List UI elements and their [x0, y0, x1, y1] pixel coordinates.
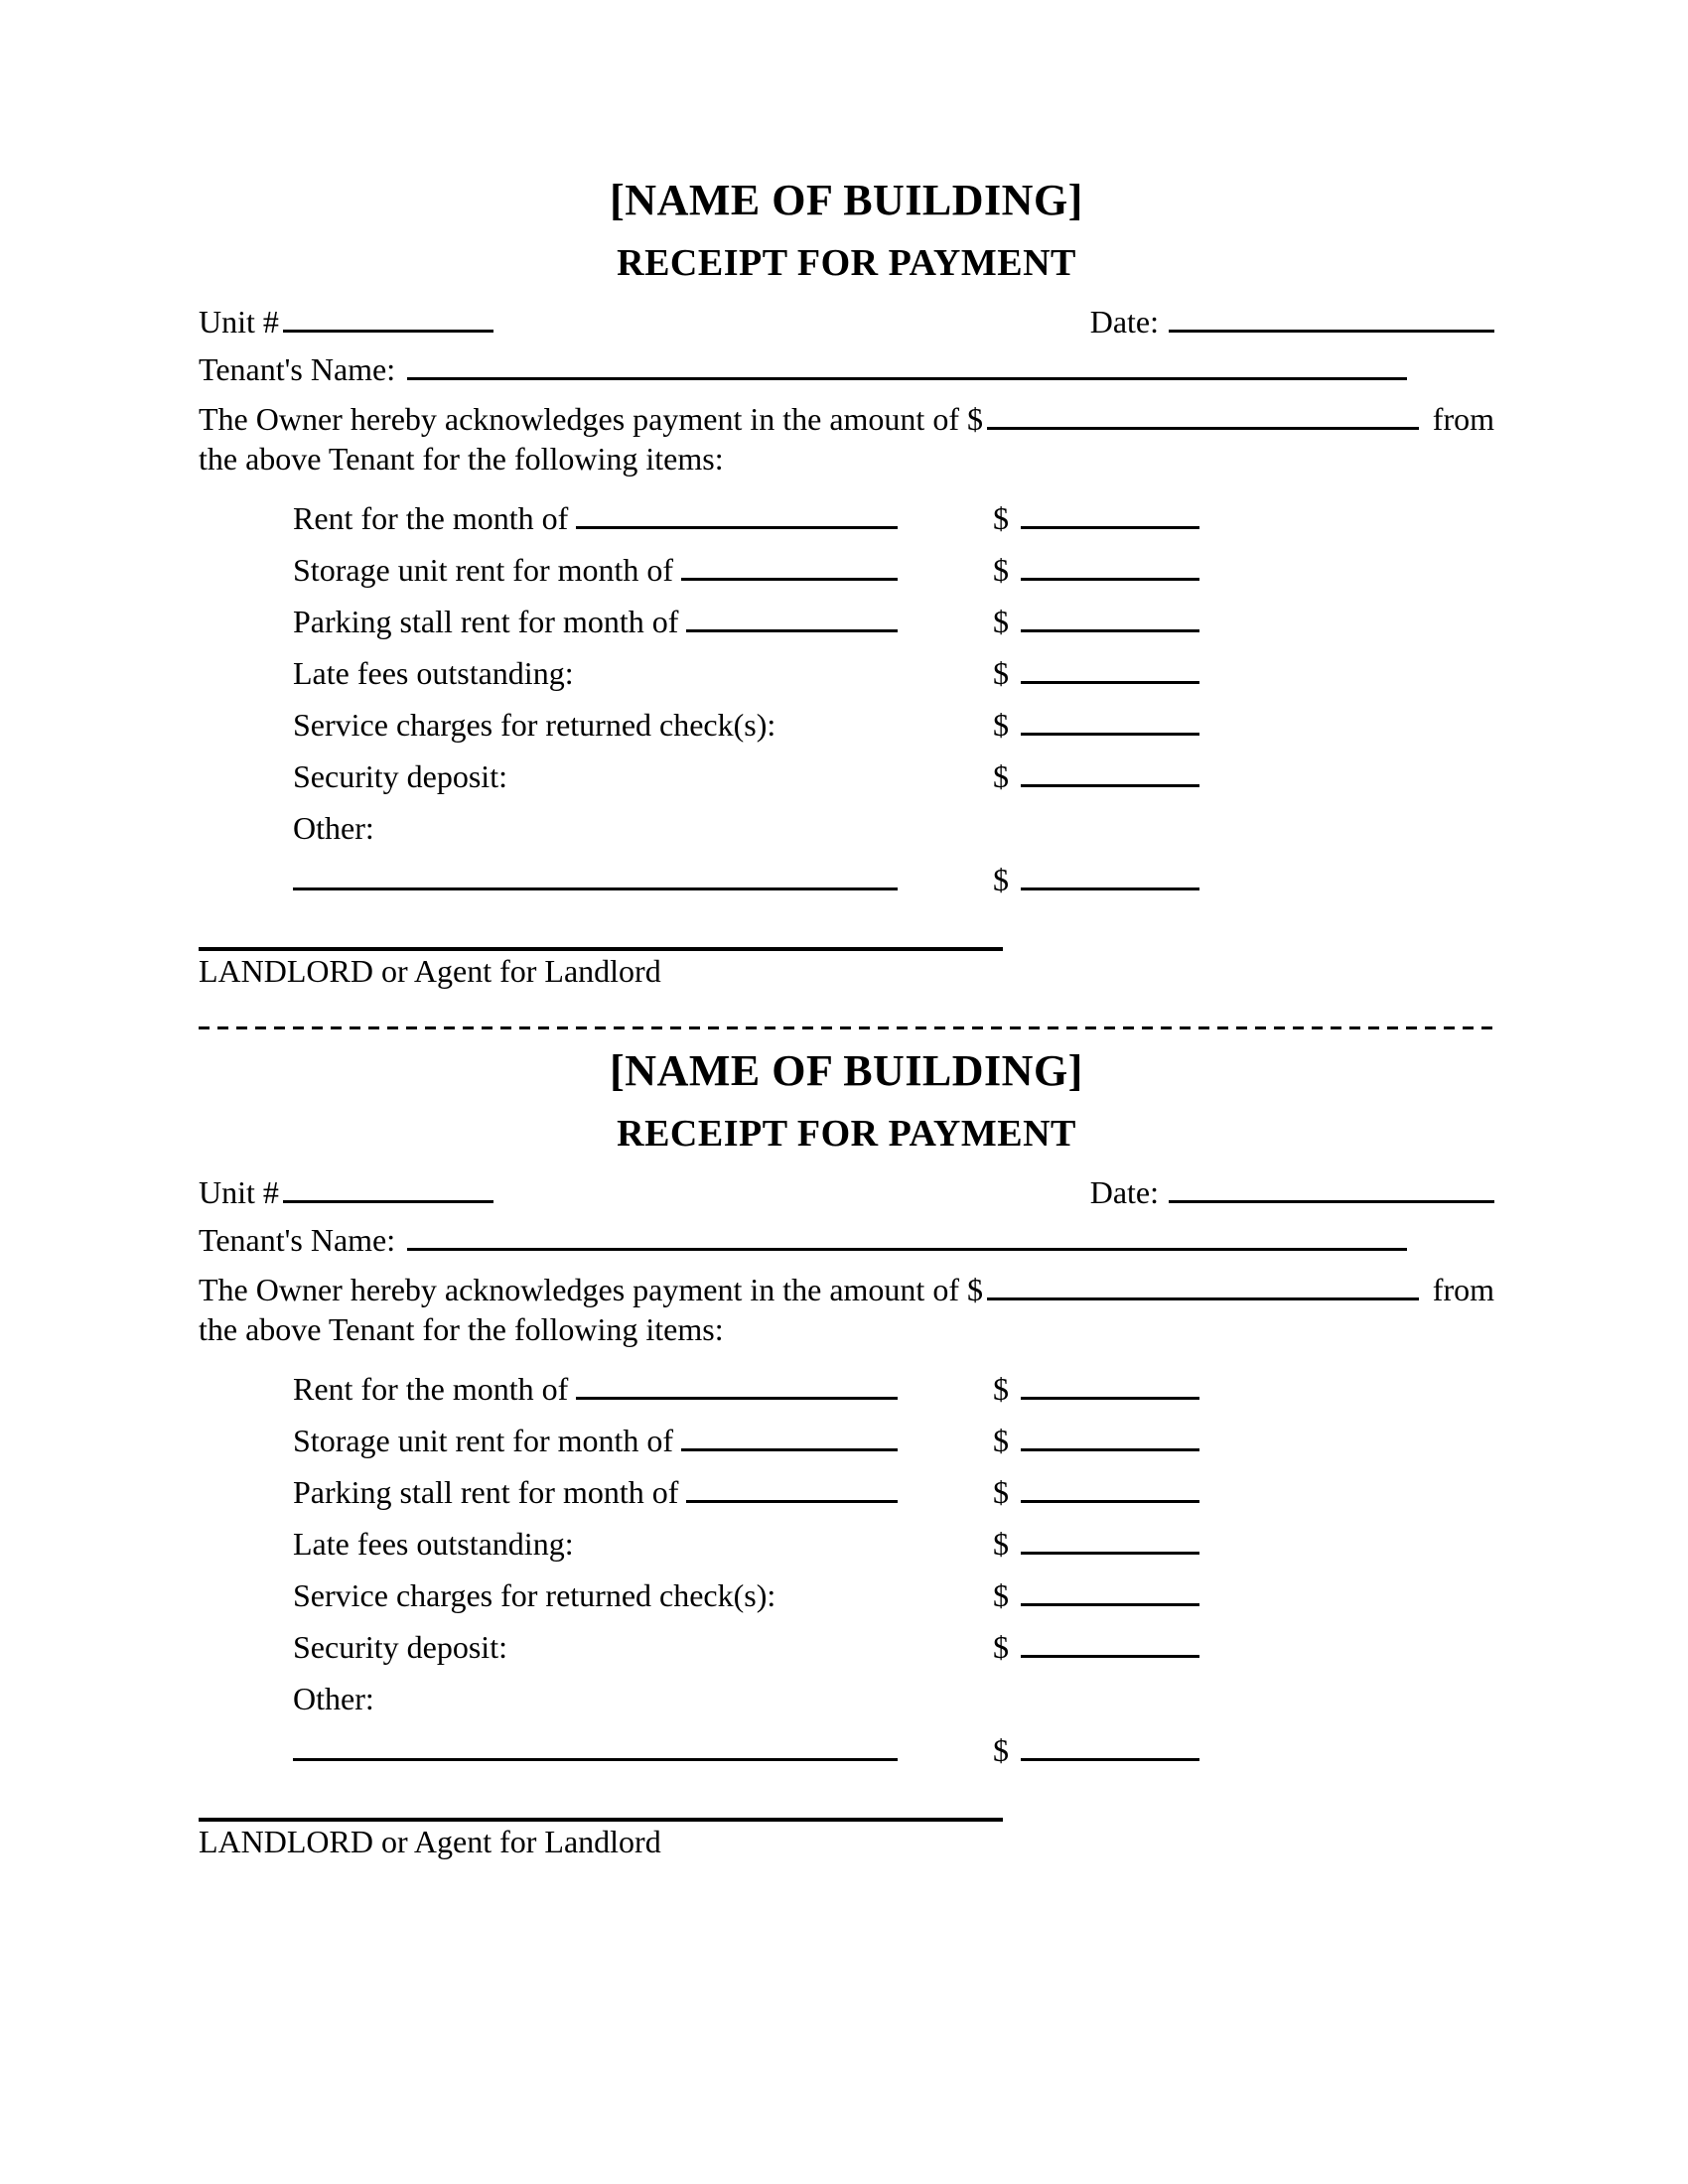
date-blank[interactable] — [1169, 310, 1494, 333]
dollar-sign: $ — [993, 1577, 1009, 1613]
item-left — [293, 1421, 993, 1460]
tenant-name-row — [199, 1220, 1494, 1260]
unit-group — [199, 302, 493, 341]
service-charges-amount-blank[interactable] — [1021, 713, 1199, 736]
item-label-service-charges: Service charges for returned check(s): — [293, 707, 776, 743]
tenant-name-label: Tenant's Name: — [199, 351, 396, 387]
other-description-blank[interactable] — [293, 1738, 898, 1761]
item-left — [293, 653, 993, 693]
dollar-sign: $ — [993, 1526, 1009, 1562]
item-left — [293, 808, 993, 848]
item-row-storage — [293, 550, 1494, 590]
dollar-sign: $ — [993, 1629, 1009, 1665]
acknowledgement-suffix: from — [1432, 401, 1494, 437]
unit-number-blank[interactable] — [283, 1180, 493, 1203]
parking-month-blank[interactable] — [686, 1480, 898, 1503]
item-label-other: Other: — [293, 810, 374, 846]
tenant-name-label: Tenant's Name: — [199, 1222, 396, 1258]
item-label-storage: Storage unit rent for month of — [293, 1423, 674, 1458]
item-row-security-deposit — [293, 756, 1494, 796]
other-description-blank[interactable] — [293, 868, 898, 890]
storage-amount-blank[interactable] — [1021, 1429, 1199, 1451]
item-left — [293, 498, 993, 538]
acknowledgement-line2: the above Tenant for the following items: — [199, 441, 724, 477]
acknowledgement-paragraph — [199, 1270, 1494, 1349]
item-left — [293, 1575, 993, 1615]
amount-group — [993, 602, 1199, 641]
item-label-other: Other: — [293, 1681, 374, 1716]
acknowledgement-line1 — [199, 1270, 1494, 1309]
storage-month-blank[interactable] — [681, 1429, 898, 1451]
rent-amount-blank[interactable] — [1021, 1377, 1199, 1400]
tear-off-dashed-divider — [199, 1026, 1494, 1029]
amount-group — [993, 1730, 1199, 1770]
item-left — [293, 868, 993, 883]
unit-number-blank[interactable] — [283, 310, 493, 333]
dollar-sign: $ — [993, 1732, 1009, 1768]
item-row-late-fees — [293, 653, 1494, 693]
parking-amount-blank[interactable] — [1021, 1480, 1199, 1503]
dollar-sign: $ — [993, 758, 1009, 794]
tenant-name-blank[interactable] — [407, 357, 1407, 380]
payment-items-list — [293, 1369, 1494, 1770]
receipt-for-payment-heading: RECEIPT FOR PAYMENT — [617, 1113, 1076, 1155]
amount-group — [993, 498, 1199, 538]
unit-date-row — [199, 302, 1494, 341]
item-row-parking — [293, 1472, 1494, 1512]
dollar-sign: $ — [993, 862, 1009, 897]
dollar-sign: $ — [993, 1474, 1009, 1510]
item-row-other — [293, 808, 1494, 848]
storage-amount-blank[interactable] — [1021, 558, 1199, 581]
item-label-parking: Parking stall rent for month of — [293, 604, 679, 639]
item-row-service-charges — [293, 1575, 1494, 1615]
item-label-rent: Rent for the month of — [293, 500, 569, 536]
rent-month-blank[interactable] — [576, 506, 898, 529]
acknowledgement-line2: the above Tenant for the following items: — [199, 1311, 724, 1347]
other-amount-blank[interactable] — [1021, 1738, 1199, 1761]
total-amount-blank[interactable] — [987, 1278, 1419, 1300]
rent-amount-blank[interactable] — [1021, 506, 1199, 529]
dollar-sign: $ — [993, 552, 1009, 588]
amount-group — [993, 653, 1199, 693]
date-blank[interactable] — [1169, 1180, 1494, 1203]
acknowledgement-prefix: The Owner hereby acknowledges payment in the amount of $ — [199, 401, 983, 437]
item-label-late-fees: Late fees outstanding: — [293, 1526, 574, 1562]
tenant-name-blank[interactable] — [407, 1228, 1407, 1251]
acknowledgement-suffix: from — [1432, 1272, 1494, 1307]
amount-group — [993, 1524, 1199, 1564]
item-left — [293, 550, 993, 590]
dollar-sign: $ — [993, 707, 1009, 743]
landlord-signature-label: LANDLORD or Agent for Landlord — [199, 1824, 661, 1859]
item-left — [293, 1627, 993, 1667]
acknowledgement-prefix: The Owner hereby acknowledges payment in the amount of $ — [199, 1272, 983, 1307]
item-label-security-deposit: Security deposit: — [293, 1629, 507, 1665]
dollar-sign: $ — [993, 604, 1009, 639]
tenant-name-row — [199, 349, 1494, 389]
unit-number-label: Unit # — [199, 1174, 279, 1210]
amount-group — [993, 1421, 1199, 1460]
amount-group — [993, 860, 1199, 899]
item-row-other-description — [293, 860, 1494, 899]
date-group — [1090, 1172, 1494, 1212]
unit-number-label: Unit # — [199, 304, 279, 340]
service-charges-amount-blank[interactable] — [1021, 1583, 1199, 1606]
amount-group — [993, 1627, 1199, 1667]
late-fees-amount-blank[interactable] — [1021, 1532, 1199, 1555]
payment-items-list — [293, 498, 1494, 899]
rent-month-blank[interactable] — [576, 1377, 898, 1400]
item-left — [293, 1524, 993, 1564]
date-label: Date: — [1089, 1174, 1159, 1210]
parking-amount-blank[interactable] — [1021, 610, 1199, 632]
item-label-security-deposit: Security deposit: — [293, 758, 507, 794]
item-label-late-fees: Late fees outstanding: — [293, 655, 574, 691]
storage-month-blank[interactable] — [681, 558, 898, 581]
item-label-parking: Parking stall rent for month of — [293, 1474, 679, 1510]
parking-month-blank[interactable] — [686, 610, 898, 632]
building-name-title: [NAME OF BUILDING] — [610, 1046, 1083, 1095]
item-label-rent: Rent for the month of — [293, 1371, 569, 1407]
amount-group — [993, 1472, 1199, 1512]
item-row-other-description — [293, 1730, 1494, 1770]
item-left — [293, 705, 993, 745]
item-row-storage — [293, 1421, 1494, 1460]
security-deposit-amount-blank[interactable] — [1021, 1635, 1199, 1658]
total-amount-blank[interactable] — [987, 407, 1419, 430]
item-row-parking — [293, 602, 1494, 641]
item-row-security-deposit — [293, 1627, 1494, 1667]
item-left — [293, 1369, 993, 1409]
acknowledgement-paragraph — [199, 399, 1494, 478]
item-row-late-fees — [293, 1524, 1494, 1564]
dollar-sign: $ — [993, 1371, 1009, 1407]
item-left — [293, 602, 993, 641]
receipt-for-payment-heading: RECEIPT FOR PAYMENT — [617, 242, 1076, 284]
amount-group — [993, 1369, 1199, 1409]
item-label-storage: Storage unit rent for month of — [293, 552, 674, 588]
other-amount-blank[interactable] — [1021, 868, 1199, 890]
amount-group — [993, 705, 1199, 745]
landlord-signature-label: LANDLORD or Agent for Landlord — [199, 953, 661, 989]
unit-group — [199, 1172, 493, 1212]
late-fees-amount-blank[interactable] — [1021, 661, 1199, 684]
date-group — [1090, 302, 1494, 341]
item-left — [293, 756, 993, 796]
amount-group — [993, 1575, 1199, 1615]
item-left — [293, 1738, 993, 1753]
item-left — [293, 1679, 993, 1718]
amount-group — [993, 550, 1199, 590]
item-row-service-charges — [293, 705, 1494, 745]
security-deposit-amount-blank[interactable] — [1021, 764, 1199, 787]
receipt-bottom — [199, 1045, 1494, 1861]
dollar-sign: $ — [993, 655, 1009, 691]
item-label-service-charges: Service charges for returned check(s): — [293, 1577, 776, 1613]
amount-group — [993, 756, 1199, 796]
building-name-title: [NAME OF BUILDING] — [610, 176, 1083, 224]
item-row-rent — [293, 498, 1494, 538]
dollar-sign: $ — [993, 1423, 1009, 1458]
item-left — [293, 1472, 993, 1512]
dollar-sign: $ — [993, 500, 1009, 536]
item-row-other — [293, 1679, 1494, 1718]
receipt-top — [199, 175, 1494, 991]
acknowledgement-line1 — [199, 399, 1494, 439]
unit-date-row — [199, 1172, 1494, 1212]
item-row-rent — [293, 1369, 1494, 1409]
date-label: Date: — [1089, 304, 1159, 340]
